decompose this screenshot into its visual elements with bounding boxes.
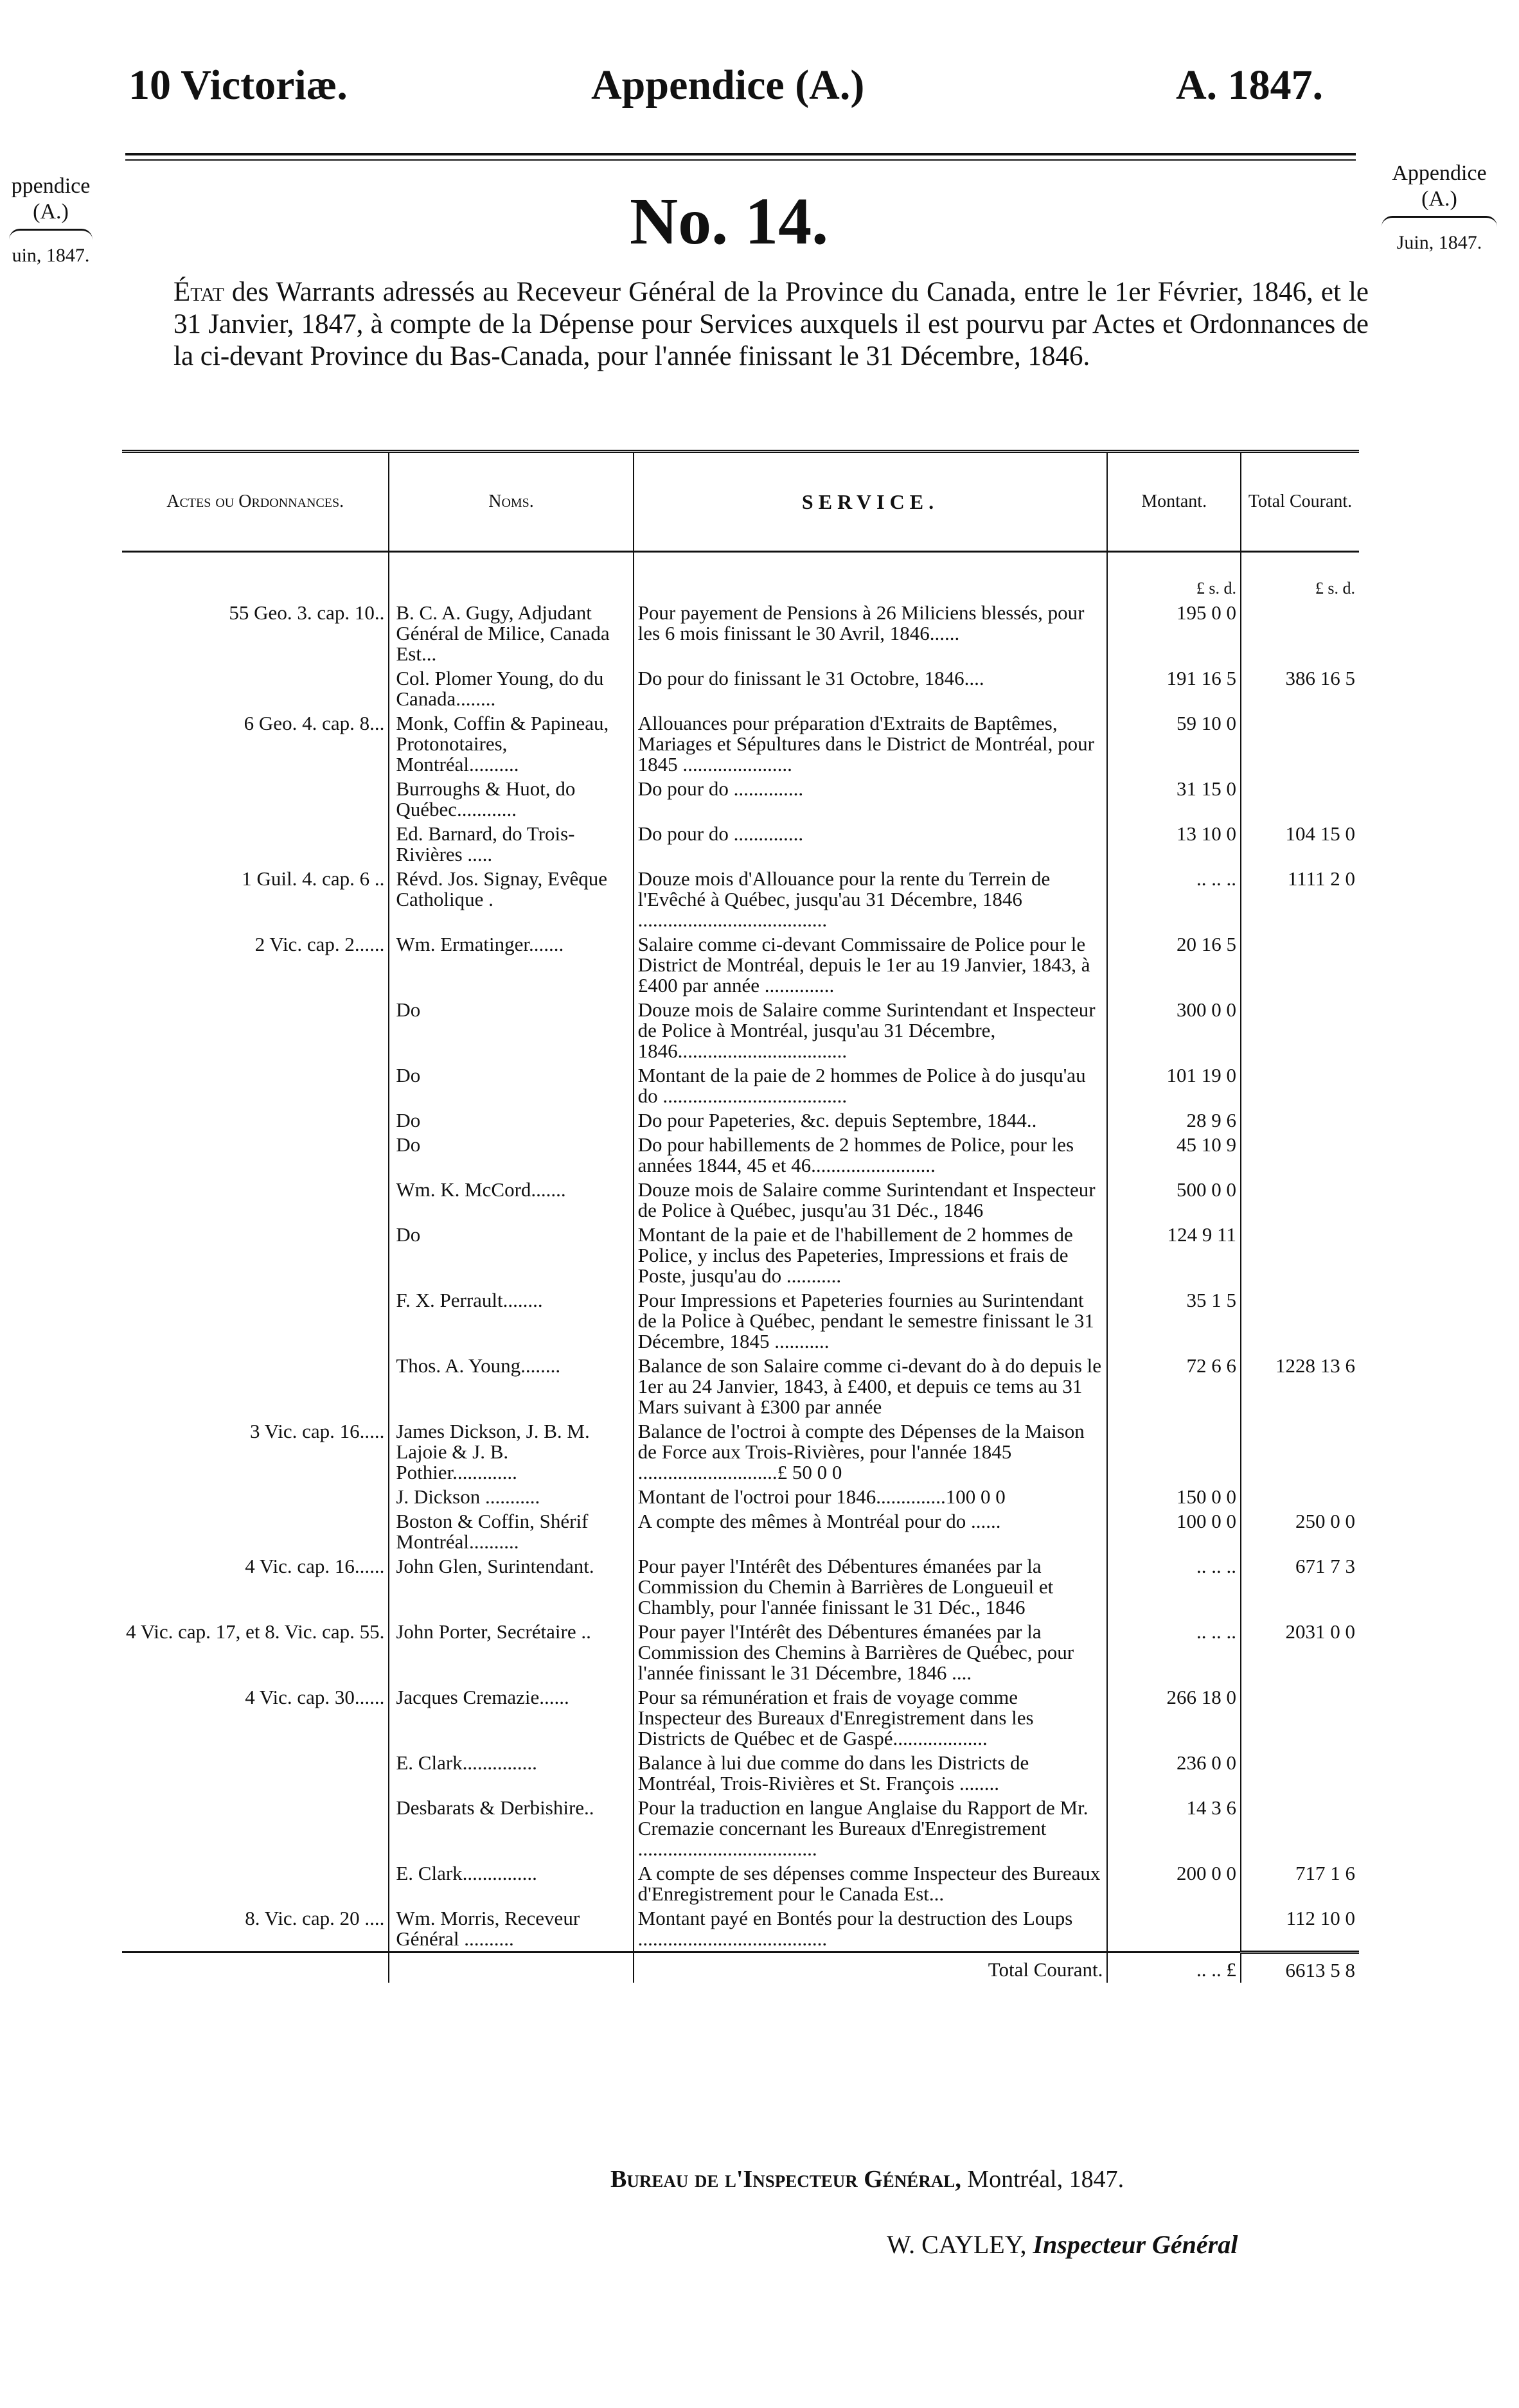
row-amount [1107,1419,1241,1485]
row-service: Do pour habillements de 2 hommes de Police, pour les années 1844, 45 et 46......................... [634,1133,1108,1178]
row-name: John Porter, Secrétaire .. [389,1620,633,1685]
row-total: 112 10 0 [1241,1906,1359,1952]
table-row [122,1419,1359,1485]
row-amount: 20 16 5 [1107,932,1241,998]
row-act [122,1796,389,1861]
margin-left-line1: ppendice [11,174,91,198]
row-name: Desbarats & Derbishire.. [389,1796,633,1861]
row-name: Boston & Coffin, Shérif Montréal.......... [389,1509,633,1554]
table-row [122,998,1359,1063]
row-service: Douze mois d'Allouance pour la rente du Terrein de l'Evêché à Québec, jusqu'au 31 Décembre, 1846 ...................................... [634,867,1108,932]
row-act: 4 Vic. cap. 30...... [245,1686,385,1708]
brace-right [1381,216,1497,227]
table-row [122,1554,1359,1620]
row-amount: 300 0 0 [1107,998,1241,1063]
row-act [122,1223,389,1288]
row-act [122,1861,389,1906]
row-act [122,1108,389,1133]
row-service: Balance de l'octroi à compte des Dépenses de la Maison de Force aux Trois-Rivières, pour l'année 1845 ............................£ 50 0 0 [634,1419,1108,1485]
row-total [1241,1063,1359,1108]
row-act: 55 Geo. 3. cap. 10.. [229,601,385,624]
row-name: F. X. Perrault........ [389,1288,633,1354]
row-name: Thos. A. Young........ [389,1354,633,1419]
row-service: A compte de ses dépenses comme Inspecteur des Bureaux d'Enregistrement pour le Canada Est... [634,1861,1108,1906]
row-act [122,1288,389,1354]
row-total: 717 1 6 [1241,1861,1359,1906]
row-amount: 45 10 9 [1107,1133,1241,1178]
table-row [122,1108,1359,1133]
row-service: Pour sa rémunération et frais de voyage comme Inspecteur des Bureaux d'Enregistrement dans les Districts de Québec et de Gaspé................... [634,1685,1108,1751]
row-name: B. C. A. Gugy, Adjudant Général de Milice, Canada Est... [389,601,633,666]
row-act: 8. Vic. cap. 20 .... [245,1907,385,1929]
header-amount: Montant. [1107,452,1241,552]
row-act [122,666,389,711]
table-row [122,1288,1359,1354]
row-amount: 195 0 0 [1107,601,1241,666]
row-service: Allouances pour préparation d'Extraits de Baptêmes, Mariages et Sépultures dans le District de Montréal, pour 1845 ...................... [634,711,1108,777]
table-row [122,1354,1359,1419]
table-row [122,1133,1359,1178]
row-act [122,1354,389,1419]
row-total [1241,998,1359,1063]
row-service: Pour Impressions et Papeteries fournies au Surintendant de la Police à Québec, pendant le semestre finissant le 31 Décembre, 1845 ........... [634,1288,1108,1354]
row-total [1241,711,1359,777]
row-total: 2031 0 0 [1241,1620,1359,1685]
row-amount: .. .. .. [1107,867,1241,932]
row-amount: 101 19 0 [1107,1063,1241,1108]
row-service: Pour la traduction en langue Anglaise du Rapport de Mr. Cremazie concernant les Bureaux d'Enregistrement .................................... [634,1796,1108,1861]
row-act [122,1485,389,1509]
table-row [122,822,1359,867]
row-service: Montant payé en Bontés pour la destruction des Loups ...................................... [634,1906,1108,1952]
signature [887,2229,1238,2260]
row-act [122,1509,389,1554]
row-amount: 500 0 0 [1107,1178,1241,1223]
row-act: 4 Vic. cap. 17, et 8. Vic. cap. 55. [126,1620,385,1643]
margin-left-date: uin, 1847. [12,245,90,266]
row-amount: 14 3 6 [1107,1796,1241,1861]
row-amount: .. .. .. [1107,1554,1241,1620]
row-amount: 72 6 6 [1107,1354,1241,1419]
row-amount [1107,1906,1241,1952]
row-name: Révd. Jos. Signay, Evêque Catholique . [389,867,633,932]
total-amount: .. .. £ [1107,1952,1241,1983]
row-name: E. Clark............... [389,1861,633,1906]
table-body [122,552,1359,1952]
row-name: Do [389,1063,633,1108]
row-total [1241,1223,1359,1288]
row-service: Do pour do .............. [634,777,1108,822]
row-total: 104 15 0 [1241,822,1359,867]
row-amount: 100 0 0 [1107,1509,1241,1554]
row-total [1241,1419,1359,1485]
table-row [122,711,1359,777]
row-amount: 31 15 0 [1107,777,1241,822]
row-service: Do pour do .............. [634,822,1108,867]
row-name: Wm. Ermatinger....... [389,932,633,998]
footer-place-date: Montréal, 1847. [961,2166,1124,2193]
row-service: Do pour do finissant le 31 Octobre, 1846.... [634,666,1108,711]
row-amount: 59 10 0 [1107,711,1241,777]
total-value: 6613 5 8 [1241,1952,1359,1983]
row-amount: 13 10 0 [1107,822,1241,867]
row-total [1241,1796,1359,1861]
intro-first-word: État [173,277,224,307]
row-service: Pour payement de Pensions à 26 Miliciens blessés, pour les 6 mois finissant le 30 Avril, 1846...... [634,601,1108,666]
margin-right-date: Juin, 1847. [1396,232,1482,253]
row-act [122,777,389,822]
header-service: SERVICE. [634,452,1108,552]
row-name: J. Dickson ........... [389,1485,633,1509]
header-total: Total Courant. [1241,452,1359,552]
row-total: 386 16 5 [1241,666,1359,711]
row-act [122,1133,389,1178]
table-row [122,1861,1359,1906]
row-act: 4 Vic. cap. 16...... [245,1555,385,1577]
table-row [122,601,1359,666]
row-amount: 35 1 5 [1107,1288,1241,1354]
header-session: 10 Victoriæ. [129,62,348,109]
table-row [122,1751,1359,1796]
units-amount: £ s. d. [1107,552,1241,601]
row-service: Pour payer l'Intérêt des Débentures émanées par la Commission du Chemin à Barrières de Longueuil et Chambly, pour l'année finissant le 31 Déc., 1846 [634,1554,1108,1620]
row-total [1241,1485,1359,1509]
table-row [122,1178,1359,1223]
row-name: Wm. Morris, Receveur Général .......... [389,1906,633,1952]
row-name: Jacques Cremazie...... [389,1685,633,1751]
row-total: 1228 13 6 [1241,1354,1359,1419]
row-amount: 200 0 0 [1107,1861,1241,1906]
row-total [1241,1108,1359,1133]
row-act [122,822,389,867]
table-row [122,1906,1359,1952]
row-name: Do [389,998,633,1063]
header-appendix: Appendice (A.) [591,62,865,109]
row-name: Col. Plomer Young, do du Canada........ [389,666,633,711]
header-rule-bottom [125,159,1356,161]
margin-right-line2: (A.) [1421,187,1457,211]
table-row [122,1223,1359,1288]
row-total [1241,777,1359,822]
header-rule-top [125,153,1356,155]
row-total [1241,932,1359,998]
row-service: Montant de la paie et de l'habillement de 2 hommes de Police, y inclus des Papeteries, Impressions et frais de Poste, jusqu'au do ........... [634,1223,1108,1288]
row-service: Do pour Papeteries, &c. depuis Septembre, 1844.. [634,1108,1108,1133]
row-name: James Dickson, J. B. M. Lajoie & J. B. Pothier............. [389,1419,633,1485]
row-service: Douze mois de Salaire comme Surintendant et Inspecteur de Police à Québec, jusqu'au 31 Déc., 1846 [634,1178,1108,1223]
row-name: Ed. Barnard, do Trois-Rivières ..... [389,822,633,867]
intro-text: des Warrants adressés au Receveur Général de la Province du Canada, entre le 1er Février, 1846, et le 31 Janvier, 1847, à compte de la Dépense pour Services auxquels il est pourvu par Actes et Ordonnances de la ci-devant Province du Bas-Canada, pour l'année finissant le 31 Décembre, 1846. [173,277,1369,371]
row-total [1241,1685,1359,1751]
table-header-row [122,452,1359,552]
row-amount: 124 9 11 [1107,1223,1241,1288]
row-service: Balance de son Salaire comme ci-devant do à do depuis le 1er au 24 Janvier, 1843, à £400, et depuis ce tems au 31 Mars suivant à £300 par année [634,1354,1108,1419]
row-name: Monk, Coffin & Papineau, Protonotaires, Montréal.......... [389,711,633,777]
row-name: John Glen, Surintendant. [389,1554,633,1620]
header-year: A. 1847. [1176,62,1324,109]
margin-left-line2: (A.) [33,200,69,224]
row-service: Salaire comme ci-devant Commissaire de Police pour le District de Montréal, depuis le 1er au 19 Janvier, 1843, à £400 par année .............. [634,932,1108,998]
total-label: Total Courant. [634,1952,1108,1983]
intro-paragraph [173,276,1369,373]
row-total [1241,1288,1359,1354]
row-act [122,1178,389,1223]
warrants-table [122,450,1359,1983]
row-amount: 28 9 6 [1107,1108,1241,1133]
footer-office [610,2165,1124,2193]
footer-office-name: Bureau de l'Inspecteur Général, [610,2166,961,2193]
row-amount: 150 0 0 [1107,1485,1241,1509]
header-names: Noms. [389,452,633,552]
total-row [122,1952,1359,1983]
row-total: 671 7 3 [1241,1554,1359,1620]
row-act: 1 Guil. 4. cap. 6 .. [242,867,385,890]
row-name: Wm. K. McCord....... [389,1178,633,1223]
table-row [122,1485,1359,1509]
units-row [122,552,1359,601]
row-service: Montant de l'octroi pour 1846..............100 0 0 [634,1485,1108,1509]
row-total: 1111 2 0 [1241,867,1359,932]
row-name: E. Clark............... [389,1751,633,1796]
signature-title: Inspecteur Général [1033,2230,1238,2259]
row-total [1241,1751,1359,1796]
table-row [122,932,1359,998]
row-name: Do [389,1133,633,1178]
row-total [1241,601,1359,666]
document-number: No. 14. [630,184,829,258]
row-act: 3 Vic. cap. 16..... [249,1420,385,1442]
row-act [122,1063,389,1108]
row-amount: 236 0 0 [1107,1751,1241,1796]
table-row [122,1509,1359,1554]
margin-note-left [3,173,99,269]
row-name: Burroughs & Huot, do Québec............ [389,777,633,822]
row-total: 250 0 0 [1241,1509,1359,1554]
table-row [122,1063,1359,1108]
row-act: 6 Geo. 4. cap. 8... [244,712,385,734]
row-service: A compte des mêmes à Montréal pour do ...... [634,1509,1108,1554]
header-acts: Actes ou Ordonnances. [122,452,389,552]
row-service: Pour payer l'Intérêt des Débentures émanées par la Commission des Chemins à Barrières de Québec, pour l'année finissant le 31 Décembre, 1846 .... [634,1620,1108,1685]
margin-right-line1: Appendice [1392,161,1487,185]
table-row [122,1620,1359,1685]
row-amount: 266 18 0 [1107,1685,1241,1751]
row-total [1241,1133,1359,1178]
row-act [122,998,389,1063]
table-row [122,867,1359,932]
row-name: Do [389,1223,633,1288]
signature-name: W. CAYLEY, [887,2230,1027,2259]
row-total [1241,1178,1359,1223]
table-row [122,1685,1359,1751]
row-service: Balance à lui due comme do dans les Districts de Montréal, Trois-Rivières et St. François ........ [634,1751,1108,1796]
row-service: Montant de la paie de 2 hommes de Police à do jusqu'au do ..................................... [634,1063,1108,1108]
row-amount: .. .. .. [1107,1620,1241,1685]
row-service: Douze mois de Salaire comme Surintendant et Inspecteur de Police à Montréal, jusqu'au 31 Décembre, 1846.................................. [634,998,1108,1063]
row-act [122,1751,389,1796]
brace-left [9,229,93,240]
table-row [122,666,1359,711]
units-total: £ s. d. [1241,552,1359,601]
table-row [122,777,1359,822]
margin-note-right [1375,161,1504,256]
row-amount: 191 16 5 [1107,666,1241,711]
row-act: 2 Vic. cap. 2...... [254,933,385,955]
table-row [122,1796,1359,1861]
row-name: Do [389,1108,633,1133]
